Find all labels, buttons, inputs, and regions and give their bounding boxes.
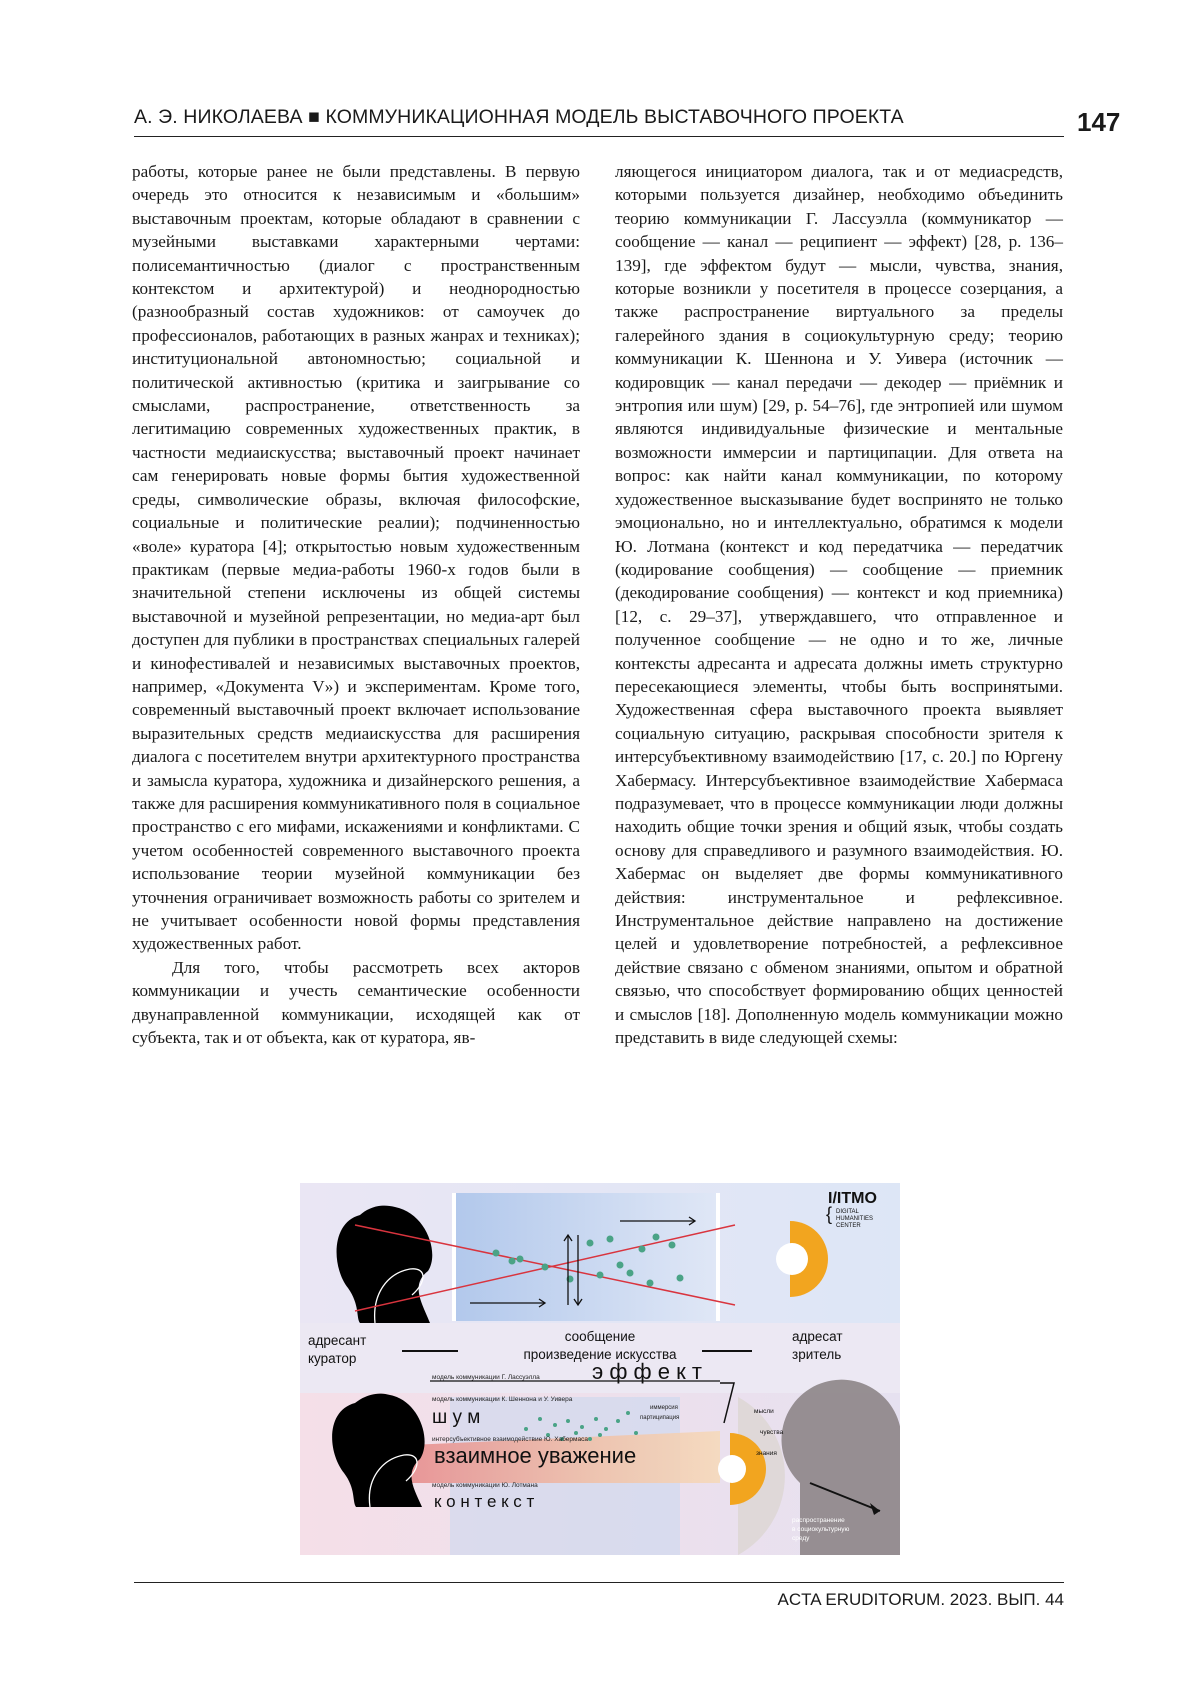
svg-text:среду: среду: [792, 1535, 810, 1542]
label-artwork: произведение искусства: [523, 1347, 677, 1362]
svg-text:партиципация: партиципация: [640, 1415, 679, 1421]
label-message: сообщение: [565, 1329, 636, 1344]
paragraph: ляющегося инициатором диалога, так и от медиасредств, которыми пользуется дизайнер, необходимо объединить теорию коммуникации Г. Лассуэлла (коммуникатор — сообщение — канал — реципиент — эффект) [28, p. 136–139], где эффектом будут — мысли, чувства, знания, которые возникли у посетителя в процессе созерцания, а также распространение виртуального за пределы галерейного здания в социокультурную среду; теорию коммуникации К. Шеннона и У. Уивера (источник — кодировщик — канал передачи — декодер — приёмник и энтропия или шум) [29, p. 54–76], где энтропией или шумом являются индивидуальные физические и ментальные возможности иммерсии и партиципации. Для ответа на вопрос: как найти канал коммуникации, по которому художественное высказывание будет воспринято не только эмоционально, но и интеллектуально, обратимся к модели Ю. Лотмана (контекст и код передатчика — передатчик (кодирование сообщения) — сообщение — приемник (декодирование сообщения) — контекст и код приемника) [12, с. 29–37], утверждавшего, что отправленное и полученное сообщение — не одно и то же, личные контексты адресанта и адресата должны иметь структурно пересекающиеся элементы, чтобы быть воспринятыми. Художественная сфера выставочного проекта выявляет социальную ситуацию, раскрывая способности зрителя к интерсубъективному взаимодействию [17, с. 20.] по Юргену Хабермасу. Интерсубъективное взаимодействие Хабермаса подразумевает, что в процессе коммуникации люди должны находить общие точки зрения и общий язык, чтобы создать основу для справедливого и разумного взаимодействия. Ю. Хабермас он выделяет две формы коммуникативного действия: инструментальное и рефлексивное. Инструментальное действие направлено на достижение целей и удовлетворение потребностей, а рефлексивное действие связано с обменом знаниями, опытом и обратной связью, что способствует формированию общих ценностей и смыслов [18]. Дополненную модель коммуникации можно представить в виде следующей схемы:: [615, 160, 1063, 1049]
mutual-respect-label: взаимное уважение: [434, 1443, 636, 1468]
communication-model-diagram: [300, 1183, 900, 1555]
header-rule: [134, 136, 1064, 137]
left-column: [132, 160, 580, 1049]
page-number: 147: [1077, 107, 1120, 138]
svg-text:DIGITAL: DIGITAL: [836, 1209, 860, 1215]
journal-footer: ACTA ERUDITORUM. 2023. ВЫП. 44: [778, 1590, 1064, 1610]
paragraph: Для того, чтобы рассмотреть всех акторов коммуникации и учесть семантические особенности двунаправленной коммуникации, исходящей как от субъекта, так и от объекта, как от куратора, яв-: [132, 956, 580, 1050]
svg-text:знания: знания: [756, 1450, 777, 1457]
svg-text:модель коммуникации К. Шеннона: модель коммуникации К. Шеннона и У. Уивера: [432, 1396, 573, 1403]
svg-text:иммерсия: иммерсия: [650, 1405, 678, 1411]
label-viewer: зритель: [792, 1347, 841, 1362]
svg-text:CENTER: CENTER: [836, 1223, 861, 1229]
paragraph: работы, которые ранее не были представлены. В первую очередь это относится к независимым и «большим» выставочным проектам, которые обладают в сравнении с музейными выставками характерными чертами: полисемантичностью (диалог с пространственным контекстом и архитектурой) и неоднородностью (разнообразный состав художников: от самоучек до профессионалов, работающих в разных жанрах и техниках); институциональной автономностью; социальной и политической активностью (критика и заигрывание со смыслами, распространение, ответственность за легитимацию современных художественных практик, в частности медиаискусства; выставочный проект начинает сам генерировать новые формы бытия художественной среды, символические образы, включая философские, социальные и политические реалии); подчиненностью «воле» куратора [4]; открытостью новым художественным практикам (первые медиа-работы 1960-х годов были в значительной степени исключены из общей системы выставочной и музейной репрезентации, но медиа-арт был доступен для публики в пространствах специальных галерей и кинофестивалей и независимых выставочных проектов, например, «Документа V») и экспериментам. Кроме того, современный выставочный проект включает использование выразительных средств медиаискусства для расширения диалога с посетителем внутри архитектурного пространства и замысла куратора, художника и дизайнерского решения, а также для расширения коммуникативного поля в социальное пространство с его мифами, искажениями и конфликтами. С учетом особенностей современного выставочного проекта использование теории музейной коммуникации без уточнения ограничивает возможность работы со зрителем и не учитывает особенности новой формы представления художественных работ.: [132, 160, 580, 956]
running-title: А. Э. НИКОЛАЕВА ■ КОММУНИКАЦИОННАЯ МОДЕЛЬ ВЫСТАВОЧНОГО ПРОЕКТА: [134, 106, 904, 129]
svg-text:модель коммуникации Ю. Лотмана: модель коммуникации Ю. Лотмана: [432, 1482, 538, 1489]
label-curator: куратор: [308, 1351, 356, 1366]
svg-text:HUMANITIES: HUMANITIES: [836, 1216, 873, 1222]
svg-text:в социокультурную: в социокультурную: [792, 1526, 850, 1533]
label-addresser: адресант: [308, 1333, 366, 1348]
noise-label: ш у м: [432, 1407, 480, 1428]
label-addressee: адресат: [792, 1329, 843, 1344]
svg-text:{: {: [826, 1204, 832, 1224]
effect-label: э ф ф е к т: [592, 1359, 702, 1384]
svg-text:распространение: распространение: [792, 1517, 845, 1524]
svg-text:чувства: чувства: [760, 1429, 784, 1436]
running-header: [134, 104, 1064, 138]
communication-model-figure: [300, 1183, 900, 1555]
footer-rule: [134, 1582, 1064, 1583]
context-label: к о н т е к с т: [434, 1492, 535, 1511]
right-column: [615, 160, 1063, 1049]
itmo-logo: I/ITMO: [828, 1190, 877, 1207]
svg-text:интерсубъективное взаимодейств: интерсубъективное взаимодействие Ю. Хабермаса: [432, 1435, 588, 1443]
svg-text:мысли: мысли: [754, 1408, 774, 1415]
svg-text:модель коммуникации Г. Лассуэл: модель коммуникации Г. Лассуэлла: [432, 1374, 540, 1381]
